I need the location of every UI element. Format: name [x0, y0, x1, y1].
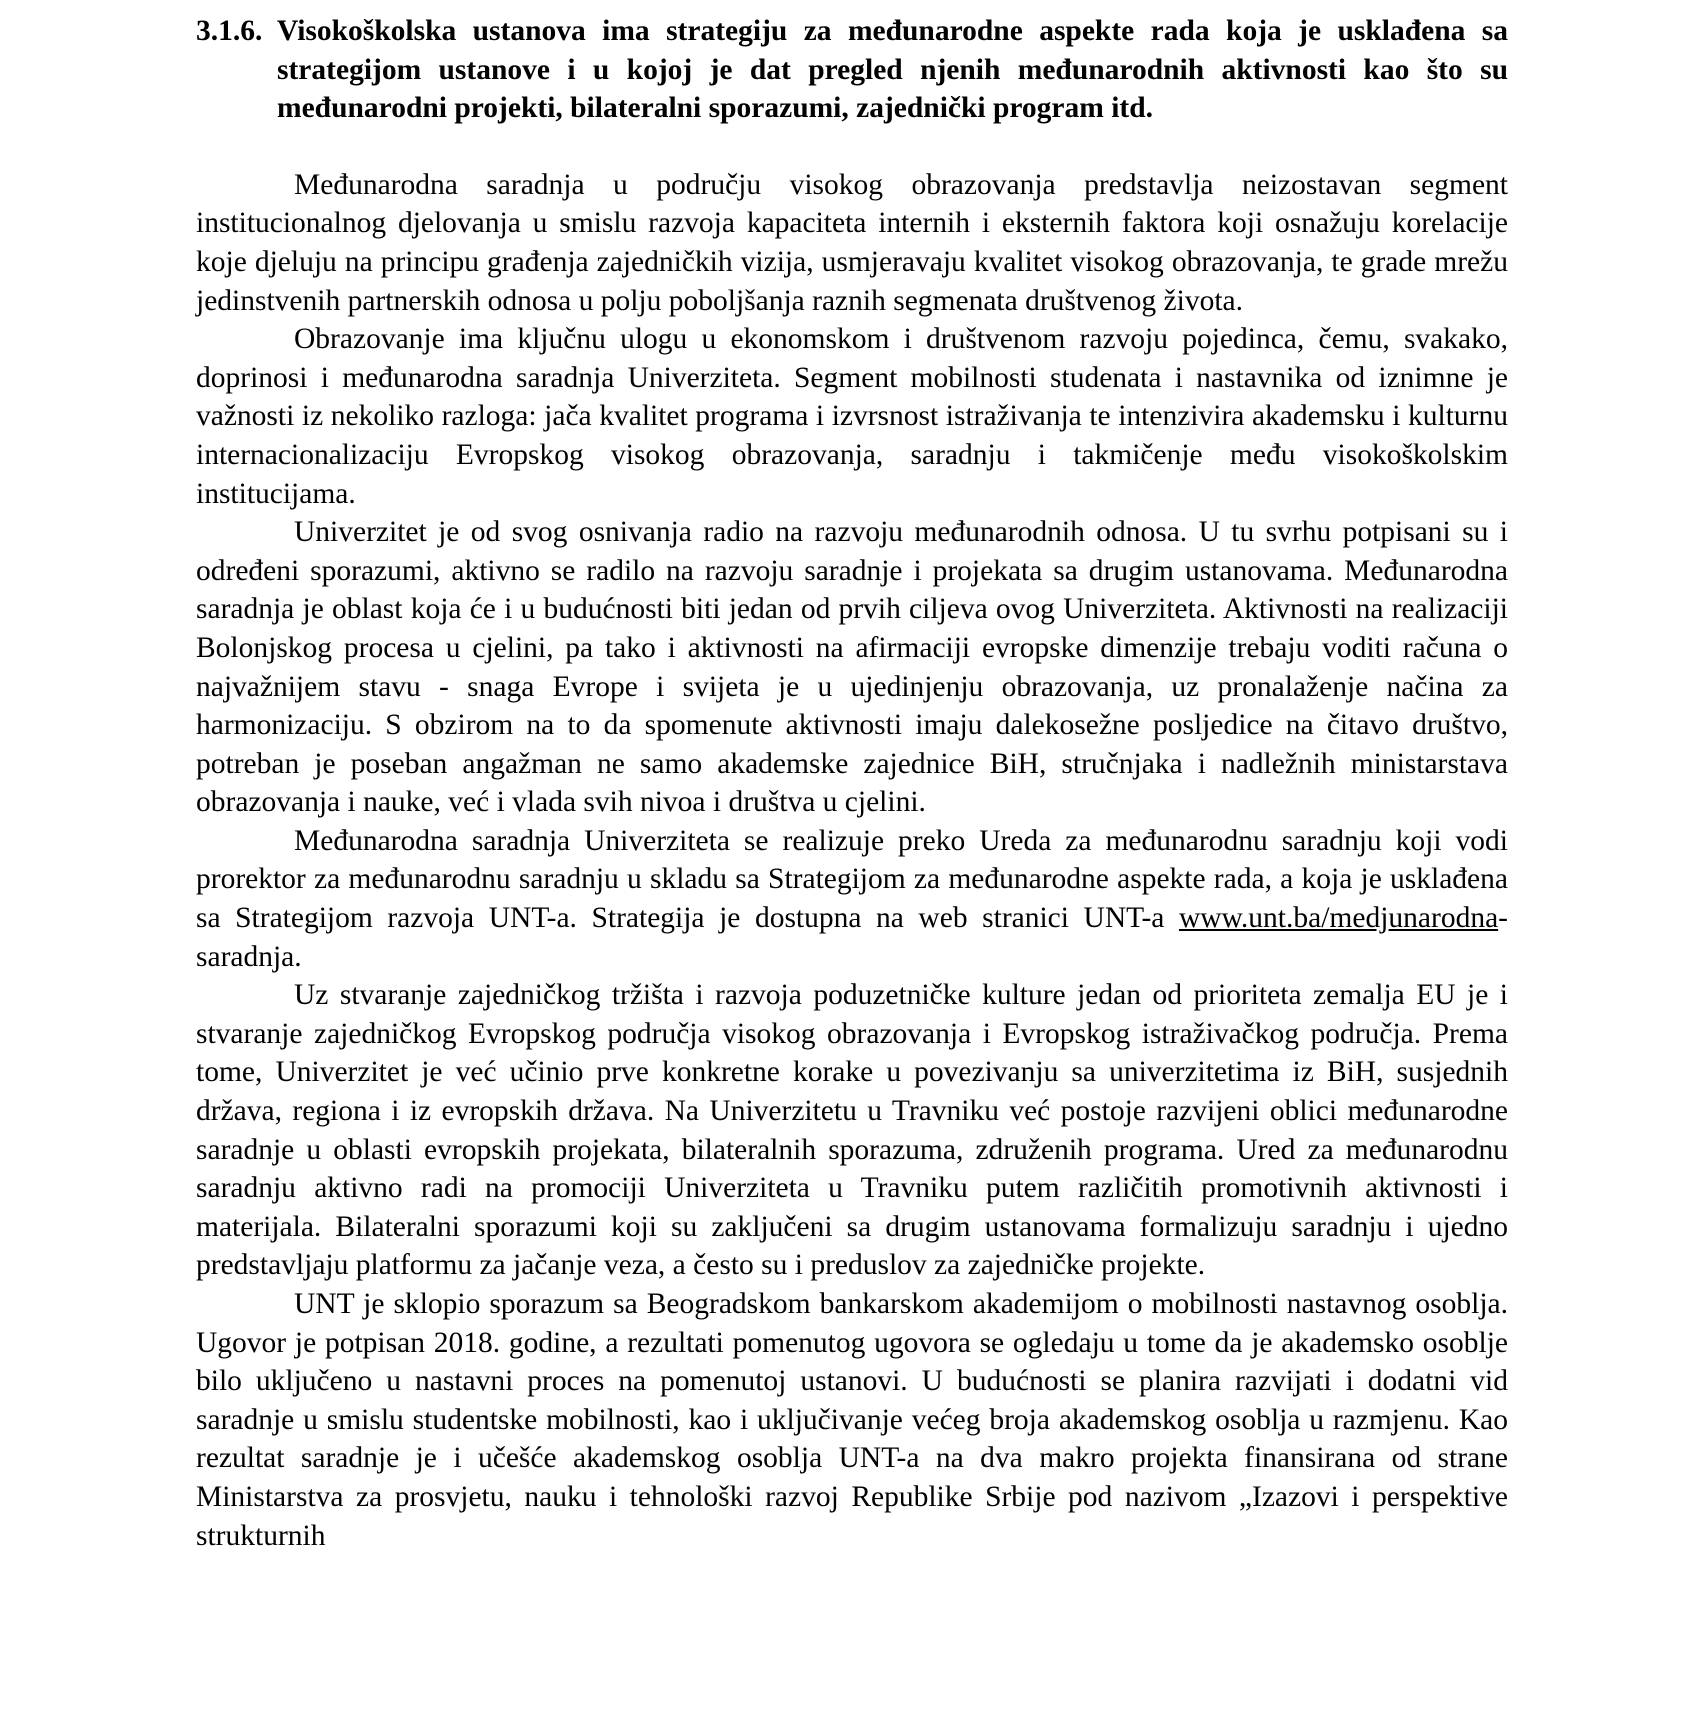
strategy-text: Međunarodna saradnja Univerziteta se realizuje preko Ureda za međunarodnu saradnju koji vodi prorektor za međunarodnu saradnju u skladu sa Strategijom za međunarodne aspekte rada, a koja je usklađena sa Strategijom razvoja UNT-a. Strategija je dostupna na web stranici UNT-a: [196, 824, 1508, 935]
strategy-suffix: -saradnja.: [196, 902, 1508, 973]
paragraph-strategy: [196, 822, 1508, 976]
strategy-link[interactable]: www.unt.ba/medjunarodna: [1178, 902, 1499, 935]
paragraph-education-role: Obrazovanje ima ključnu ulogu u ekonomskom i društvenom razvoju pojedinca, čemu, svakako, doprinosi i međunarodna saradnja Univerziteta. Segment mobilnosti studenata i nastavnika od iznimne je važnosti iz nekoliko razloga: jača kvalitet programa i izvrsnost istraživanja te intenzivira akademsku i kulturnu internacionalizaciju Evropskog visokog obrazovanja, saradnju i takmičenje među visokoškolskim institucijama.: [196, 323, 1508, 510]
paragraph-university-history: Univerzitet je od svog osnivanja radio na razvoju međunarodnih odnosa. U tu svrhu potpisani su i određeni sporazumi, aktivno se radilo na razvoju saradnje i projekata sa drugim ustanovama. Međunarodna saradnja je oblast koja će i u budućnosti biti jedan od prvih ciljeva ovog Univerziteta. Aktivnosti na realizaciji Bolonjskog procesa u cjelini, pa tako i aktivnosti na afirmaciji evropske dimenzije trebaju voditi računa o najvažnijem stavu - snaga Evrope i svijeta je u ujedinjenju obrazovanja, uz pronalaženje načina za harmonizaciju. S obzirom na to da spomenute aktivnosti imaju dalekosežne posljedice na čitavo društvo, potreban je poseban angažman ne samo akademske zajednice BiH, stručnjaka i nadležnih ministarstava obrazovanja i nauke, već i vlada svih nivoa i društva u cjelini.: [196, 516, 1508, 819]
paragraph-international-cooperation: Međunarodna saradnja u području visokog obrazovanja predstavlja neizostavan segment institucionalnog djelovanja u smislu razvoja kapaciteta internih i eksternih faktora koji osnažuju korelacije koje djeluju na principu građenja zajedničkih vizija, usmjeravaju kvalitet visokog obrazovanja, te grade mrežu jedinstvenih partnerskih odnosa u polju poboljšanja raznih segmenata društvenog života.: [196, 168, 1508, 317]
document-page: [196, 12, 1508, 1555]
paragraph-eu-priorities: Uz stvaranje zajedničkog tržišta i razvoja poduzetničke kulture jedan od prioriteta zemalja EU je i stvaranje zajedničkog Evropskog područja visokog obrazovanja i Evropskog istraživačkog područja. Prema tome, Univerzitet je već učinio prve konkretne korake u povezivanju sa univerzitetima iz BiH, susjednih država, regiona i iz evropskih država. Na Univerzitetu u Travniku već postoje razvijeni oblici međunarodne saradnje u oblasti evropskih projekata, bilateralnih sporazuma, združenih programa. Ured za međunarodnu saradnju aktivno radi na promociji Univerziteta u Travniku putem različitih promotivnih aktivnosti i materijala. Bilateralni sporazumi koji su zaključeni sa drugim ustanovama formalizuju saradnju i ujedno predstavljaju platformu za jačanje veza, a često su i preduslov za zajedničke projekte.: [196, 979, 1508, 1282]
section-heading: [196, 12, 1508, 128]
section-number: 3.1.6.: [196, 15, 263, 47]
paragraph-agreement-belgrade: UNT je sklopio sporazum sa Beogradskom bankarskom akademijom o mobilnosti nastavnog osoblja. Ugovor je potpisan 2018. godine, a rezultati pomenutog ugovora se ogledaju u tome da je akademsko osoblje bilo uključeno u nastavni proces na pomenutoj ustanovi. U budućnosti se planira razvijati i dodatni vid saradnje u smislu studentske mobilnosti, kao i uključivanje većeg broja akademskog osoblja u razmjenu. Kao rezultat saradnje je i učešće akademskog osoblja UNT-a na dva makro projekta finansirana od strane Ministarstva za prosvjetu, nauku i tehnološki razvoj Republike Srbije pod nazivom „Izazovi i perspektive strukturnih: [196, 1288, 1508, 1552]
section-title: Visokoškolska ustanova ima strategiju za međunarodne aspekte rada koja je usklađena sa strategijom ustanove i u kojoj je dat pregled njenih međunarodnih aktivnosti kao što su međunarodni projekti, bilateralni sporazumi, zajednički program itd.: [277, 15, 1508, 125]
